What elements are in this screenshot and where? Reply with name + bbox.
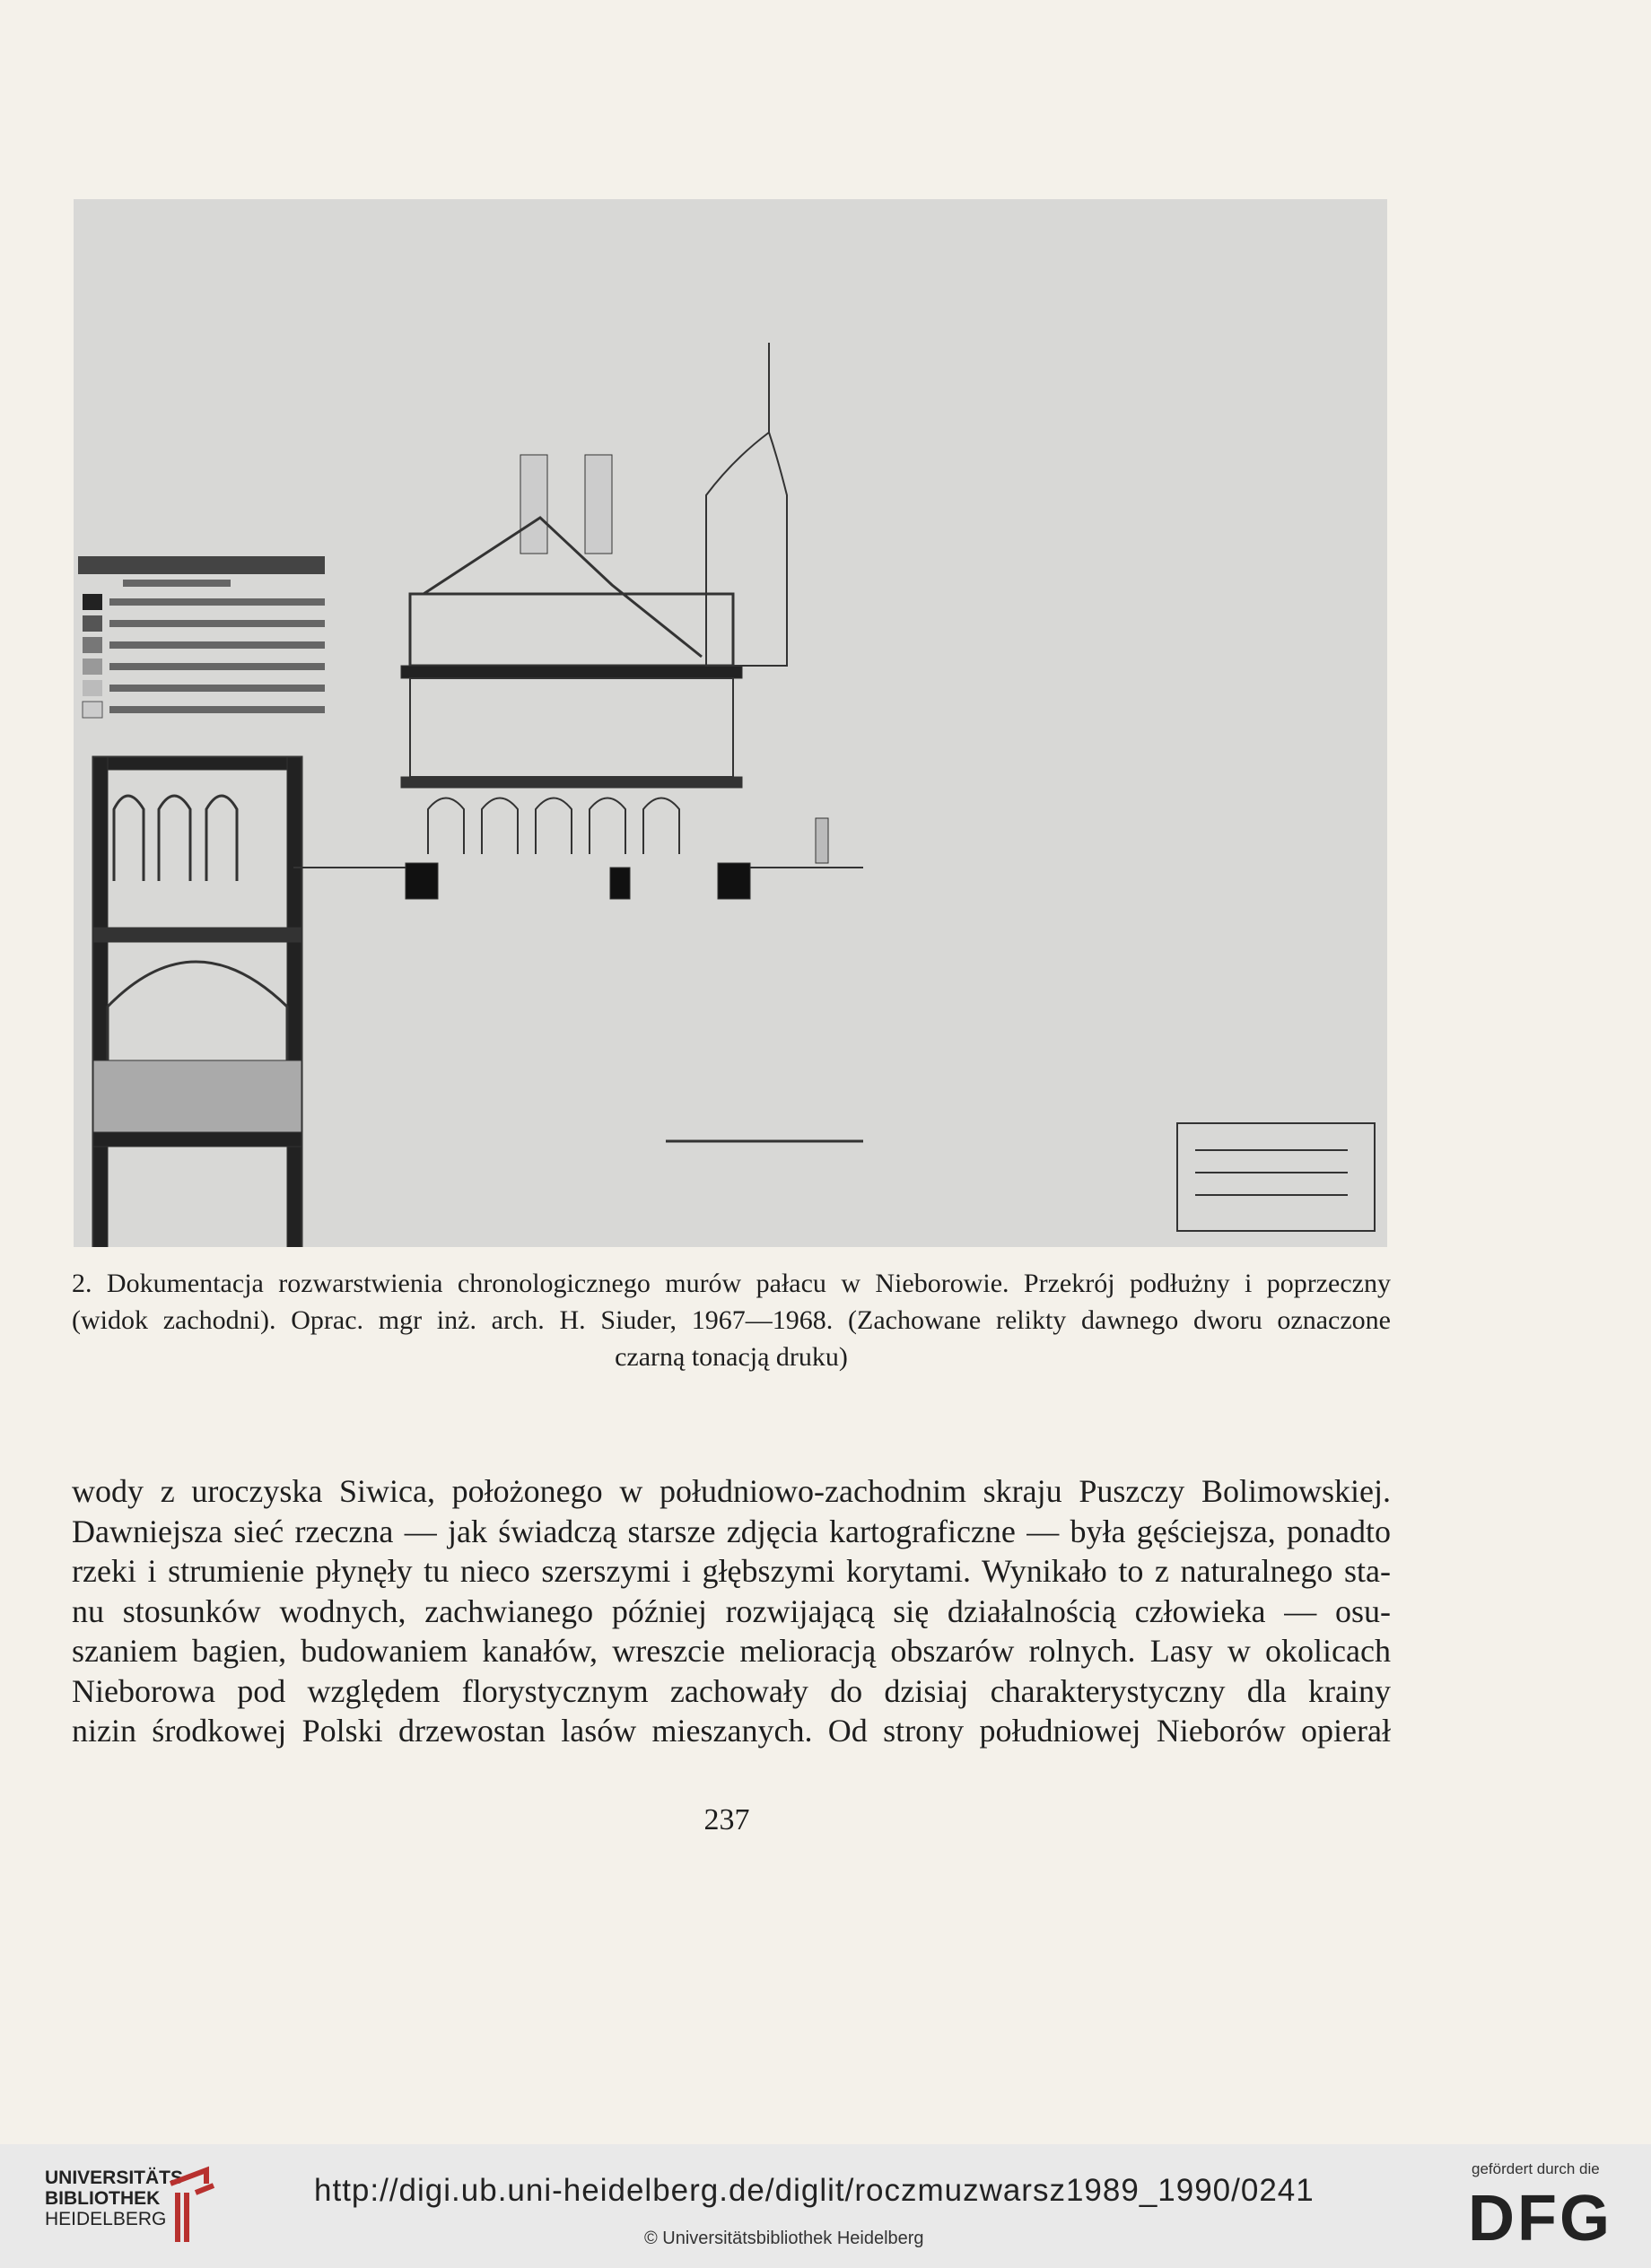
body-line: Nieborowa pod względem florystycznym zachowały do dzisiaj charakterystyczny dla krainy (72, 1672, 1391, 1709)
footer-bar (0, 2144, 1651, 2268)
body-line: nizin środkowej Polski drzewostan lasów mieszanych. Od strony południowej Nieborów opierał (72, 1713, 1391, 1749)
body-line: rzeki i strumienie płynęły tu nieco szerszymi i głębszymi korytami. Wynikało to z naturalnego sta- (72, 1553, 1391, 1589)
copyright-notice: © Universitätsbibliothek Heidelberg (644, 2229, 924, 2248)
caption-line: czarną tonacją druku) (615, 1342, 848, 1372)
dfg-logo: DFG (1468, 2183, 1612, 2255)
architectural-section-drawing (74, 199, 1387, 1247)
library-logo-icon (162, 2166, 226, 2246)
funded-by-label: gefördert durch die (1472, 2160, 1600, 2177)
document-url-link[interactable]: http://digi.ub.uni-heidelberg.de/diglit/roczmuzwarsz1989_1990/0241 (314, 2173, 1315, 2208)
body-line: nu stosunków wodnych, zachwianego później rozwijającą się działalnością człowieka — osu- (72, 1592, 1391, 1629)
body-line: szaniem bagien, budowaniem kanałów, wreszcie melioracją obszarów rolnych. Lasy w okolicach (72, 1633, 1391, 1669)
caption-line: (widok zachodni). Oprac. mgr inż. arch. H. Siuder, 1967—1968. (Zachowane relikty dawnego dworu oznaczone (72, 1305, 1391, 1335)
body-line: Dawniejsza sieć rzeczna — jak świadczą starsze zdjęcia kartograficzne — była gęściejsza, ponadto (72, 1513, 1391, 1549)
library-name: UNIVERSITÄTS- BIBLIOTHEK HEIDELBERG (45, 2168, 190, 2229)
body-paragraph (72, 1471, 1391, 1751)
caption-line: 2. Dokumentacja rozwarstwienia chronologicznego murów pałacu w Nieborowie. Przekrój podłużny i poprzeczny (72, 1269, 1391, 1298)
body-line: wody z uroczyska Siwica, położonego w południowo-zachodnim skraju Puszczy Bolimowskiej. (72, 1473, 1391, 1509)
page-number: 237 (703, 1803, 750, 1836)
figure-caption (72, 1265, 1391, 1375)
